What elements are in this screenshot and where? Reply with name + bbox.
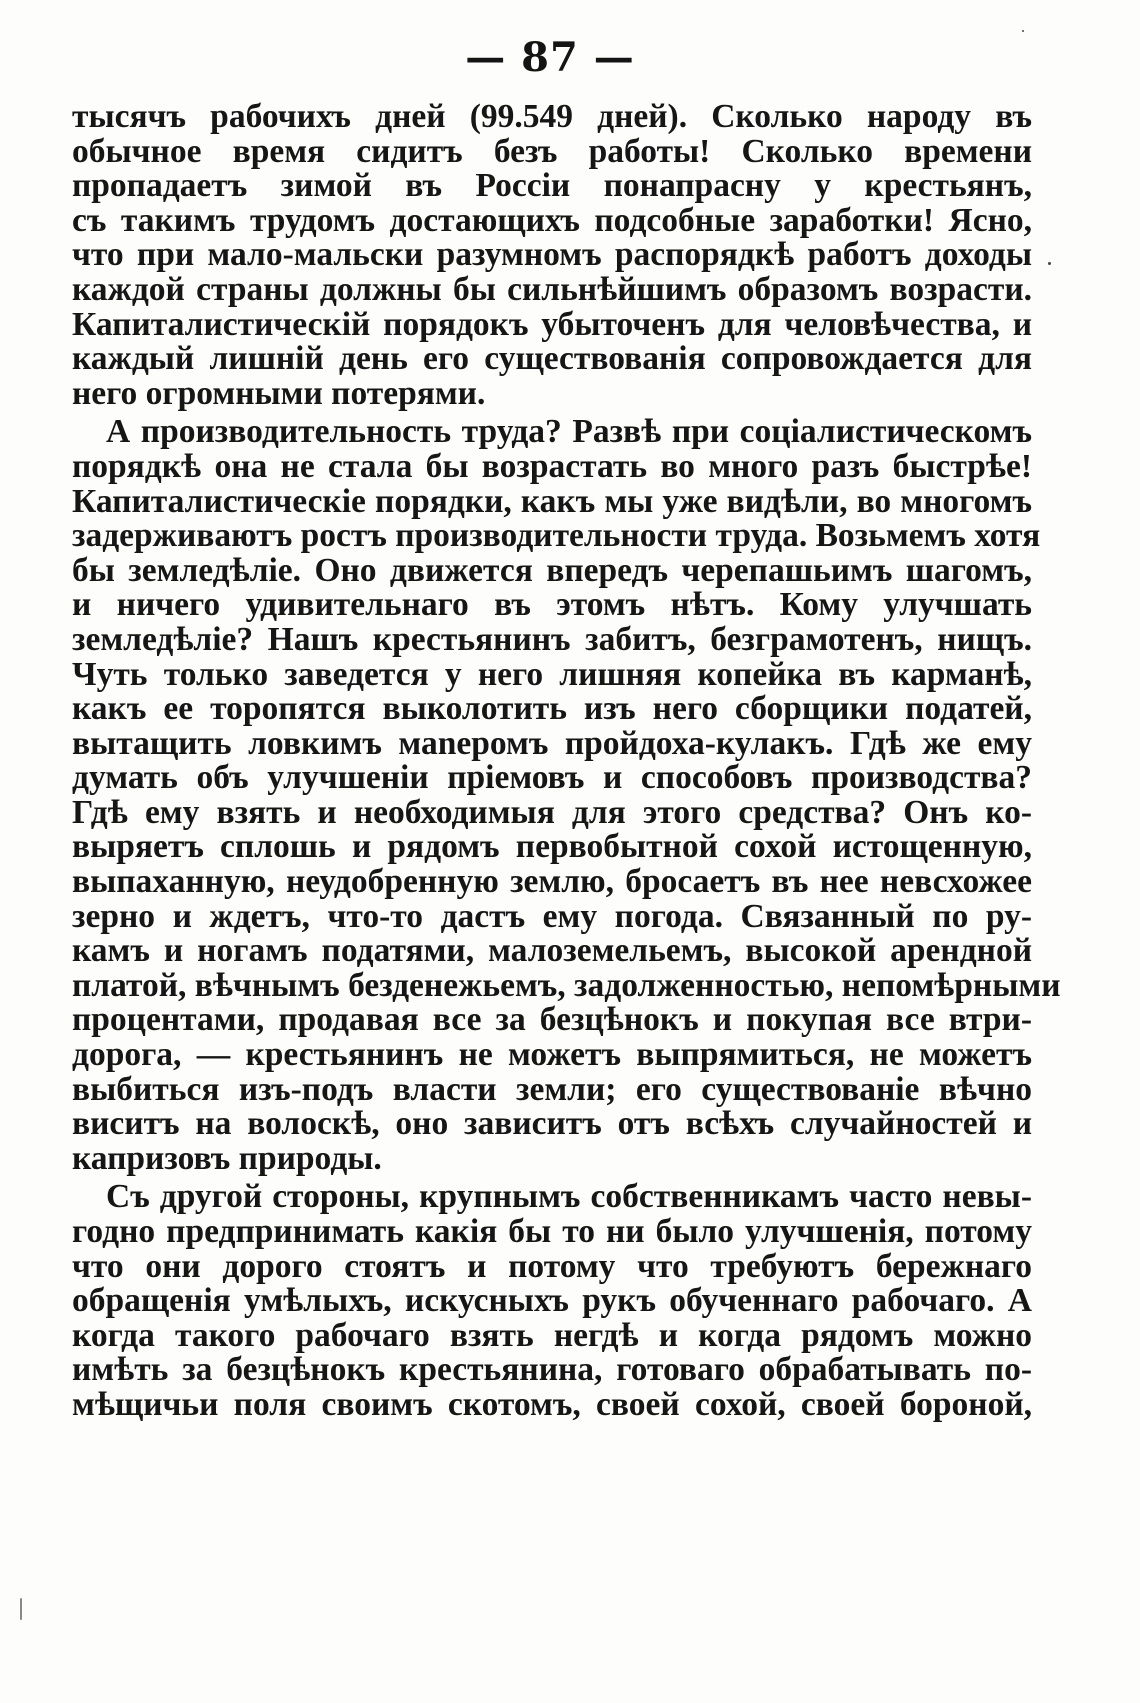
text-line: думать объ улучшеніи пріемовъ и способовъ производства?: [72, 759, 1032, 797]
text-line: порядкѣ она не стала бы возрастать во много разъ быстрѣе!: [72, 447, 1032, 485]
text-line: съ такимъ трудомъ достающихъ подсобные заработки! Ясно,: [72, 201, 1032, 239]
print-speck: [20, 1598, 22, 1620]
text-line: Капиталистическіе порядки, какъ мы уже видѣли, во многомъ: [72, 482, 1032, 520]
text-line: земледѣліе? Нашъ крестьянинъ забитъ, безграмотенъ, нищъ.: [72, 620, 1032, 658]
text-line: А производительность труда? Развѣ при соціалистическомъ: [106, 413, 1032, 451]
body-text: [72, 98, 1061, 1423]
text-line: тысячъ рабочихъ дней (99.549 дней). Сколько народу въ: [72, 98, 1032, 135]
text-line: годно предпринимать какія бы то ни было улучшенія, потому: [72, 1213, 1032, 1250]
print-speck: [1048, 262, 1051, 265]
text-line: него огромными потерями.: [72, 374, 486, 412]
text-line: что при мало-мальски разумномъ распорядкѣ работъ доходы: [72, 236, 1032, 274]
paragraph-2: [72, 413, 1061, 1177]
text-line: вытащить ловкимъ маneромъ пройдоха-кулакъ. Гдѣ же ему: [72, 724, 1032, 762]
text-line: каждый лишній день его существованія сопровождается для: [72, 340, 1032, 378]
text-line: когда такого рабочаго взять негдѣ и когда рядомъ можно: [72, 1316, 1032, 1354]
text-line: выпаханную, неудобренную землю, бросаетъ въ нее невсхожее: [72, 863, 1032, 901]
text-line: и ничего удивительнаго въ этомъ нѣтъ. Кому улучшать: [72, 586, 1032, 624]
text-line: обычное время сидитъ безъ работы! Сколько времени: [72, 132, 1032, 170]
text-line: Капиталистическій порядокъ убыточенъ для человѣчества, и: [72, 305, 1032, 343]
text-line: выряетъ сплошь и рядомъ первобытной сохой истощенную,: [72, 828, 1032, 866]
paragraph-1: [72, 100, 1032, 411]
text-line: платой, вѣчнымъ безденежьемъ, задолженностью, непомѣрными: [72, 966, 1061, 1004]
text-line: дорога, — крестьянинъ не можетъ выпрямиться, не можетъ: [72, 1036, 1032, 1074]
text-line: пропадаетъ зимой въ Россіи понапрасну у крестьянъ,: [72, 167, 1032, 205]
text-line: капризовъ природы.: [72, 1139, 382, 1177]
text-line: зерно и ждетъ, что-то дастъ ему погода. Связанный по ру-: [72, 897, 1032, 935]
text-line: мѣщичьи поля своимъ скотомъ, своей сохой, своей бороной,: [72, 1385, 1032, 1423]
text-line: какъ ее торопятся выколотить изъ него сборщики податей,: [72, 690, 1032, 728]
text-line: бы земледѣліе. Оно движется впередъ черепашьимъ шагомъ,: [72, 551, 1032, 589]
text-line: что они дорого стоятъ и потому что требуютъ бережнаго: [72, 1247, 1032, 1285]
text-line: каждой страны должны бы сильнѣйшимъ образомъ возрасти.: [72, 270, 1032, 308]
page-number: — 87 —: [465, 34, 635, 81]
text-line: имѣть за безцѣнокъ крестьянина, готоваго обрабатывать по-: [72, 1351, 1032, 1389]
text-line: виситъ на волоскѣ, оно зависитъ отъ всѣхъ случайностей и: [72, 1105, 1032, 1143]
text-line: выбиться изъ-подъ власти земли; его существованіе вѣчно: [72, 1070, 1032, 1108]
text-line: задерживаютъ ростъ производительности труда. Возьмемъ хотя: [72, 517, 1041, 555]
text-line: Гдѣ ему взять и необходимыя для этого средства? Онъ ко-: [72, 793, 1032, 831]
text-line: Чуть только заведется у него лишняя копейка въ карманѣ,: [72, 655, 1032, 693]
print-speck: [1022, 30, 1024, 32]
text-line: обращенія умѣлыхъ, искусныхъ рукъ обученнаго рабочаго. А: [72, 1282, 1032, 1320]
paragraph-3: [72, 1180, 1032, 1422]
text-line: камъ и ногамъ податями, малоземельемъ, высокой арендной: [72, 932, 1032, 970]
text-line: Съ другой стороны, крупнымъ собственникамъ часто невы-: [106, 1178, 1032, 1216]
text-line: процентами, продавая все за безцѣнокъ и покупая все втри-: [72, 1001, 1032, 1039]
